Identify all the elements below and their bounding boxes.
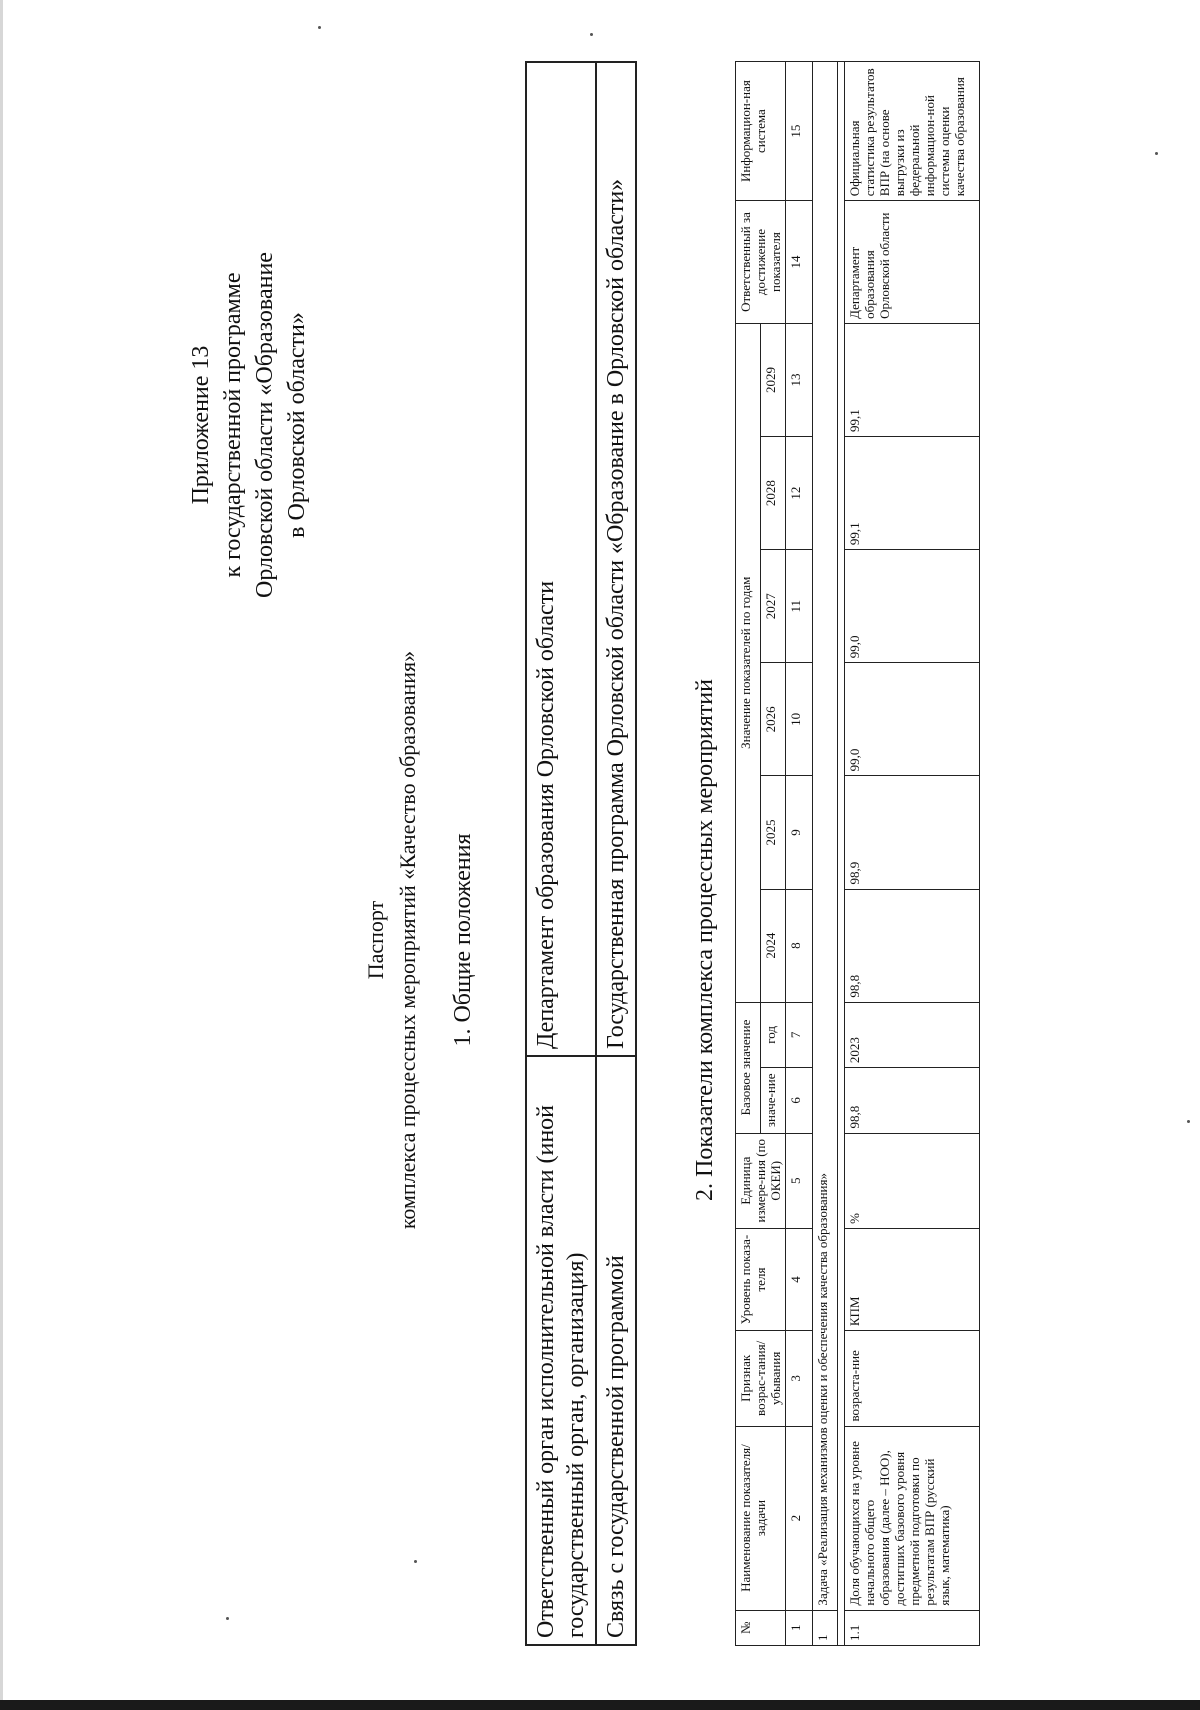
column-number: 10 [786,663,813,776]
col-year-header: 2024 [761,889,786,1002]
scan-speck [318,26,321,29]
column-number: 12 [786,437,813,550]
value-2025: 98,9 [845,776,980,889]
base-year: 2023 [845,1002,980,1067]
column-number: 6 [786,1068,813,1133]
appendix-header [185,215,313,635]
col-base-value-header: значе-ние [761,1068,786,1133]
column-number: 7 [786,1002,813,1067]
indicator-sign: возраста-ние [845,1331,980,1426]
value-2028: 99,1 [845,437,980,550]
column-number: 13 [786,323,813,436]
col-responsible-header: Ответственный за достижение показателя [736,201,786,324]
section-1-title: 1. Общие положения [450,833,476,1047]
column-number: 8 [786,889,813,1002]
title-line: Паспорт [363,900,388,980]
scan-edge [0,1700,1200,1710]
value-2027: 99,0 [845,550,980,663]
task-row [813,62,838,1646]
task-number: 1 [813,1610,838,1645]
column-number: 1 [786,1610,813,1645]
col-infosystem-header: Информацион-ная система [736,62,786,201]
information-system: Официальная статистика результатов ВПР (на основе выгрузки из федеральной информацион-ной системы оценки качества образования [845,62,980,201]
value-2026: 99,0 [845,663,980,776]
column-number: 9 [786,776,813,889]
col-num-header: № [736,1610,786,1645]
task-label: Задача «Реализация механизмов оценки и обеспечения качества образования» [813,62,838,1611]
indicator-level: КПМ [845,1228,980,1330]
row-value: Департамент образования Орловской области [526,62,596,1056]
indicator-unit: % [845,1133,980,1228]
scan-speck [1187,1120,1190,1123]
header-row [736,62,761,1646]
base-value: 98,8 [845,1068,980,1133]
column-number: 4 [786,1228,813,1330]
column-numbers-row [786,62,813,1646]
column-number: 5 [786,1133,813,1228]
column-number: 2 [786,1426,813,1610]
indicators-table [735,61,980,1646]
title-line: комплекса процессных мероприятий «Качество образования» [395,650,420,1230]
appendix-line: Приложение 13 [188,345,214,505]
table-row [845,62,980,1646]
row-value: Государственная программа Орловской области «Образование в Орловской области» [596,62,636,1056]
col-year-header: 2027 [761,550,786,663]
section-2-title: 2. Показатели комплекса процессных мероприятий [692,679,718,1202]
value-2024: 98,8 [845,889,980,1002]
col-year-header: 2025 [761,776,786,889]
col-years-header: Значение показателей по годам [736,323,761,1002]
table-row [596,62,636,1645]
general-provisions-table [525,61,637,1646]
column-number: 14 [786,201,813,324]
column-number: 3 [786,1331,813,1426]
row-label: Ответственный орган исполнительной власти (иной государственный орган, организация) [526,1056,596,1645]
appendix-line: к государственной программе [220,272,246,578]
col-level-header: Уровень показа-теля [736,1228,786,1330]
col-year-header: 2026 [761,663,786,776]
col-unit-header: Единица измере-ния (по ОКЕИ) [736,1133,786,1228]
column-number: 11 [786,550,813,663]
spacer-cell [838,62,845,1646]
col-base-year-header: год [761,1002,786,1067]
spacer-row [838,62,845,1646]
col-year-header: 2029 [761,323,786,436]
scan-speck [1155,152,1158,155]
appendix-line: в Орловской области» [284,312,310,538]
col-year-header: 2028 [761,437,786,550]
document-title [360,390,424,1490]
col-name-header: Наименование показателя/задачи [736,1426,786,1610]
column-number: 15 [786,62,813,201]
responsible-body: Департамент образования Орловской области [845,201,980,324]
scan-speck [590,33,593,36]
scan-speck [226,1617,229,1620]
scan-speck [414,1560,417,1563]
indicator-number: 1.1 [845,1610,980,1645]
col-sign-header: Признак возрас-тания/ убывания [736,1331,786,1426]
indicator-name: Доля обучающихся на уровне начального общего образования (далее – НОО), достигших базового уровня предметной подготовки по результатам ВПР (русский язык, математика) [845,1426,980,1610]
col-base-header: Базовое значение [736,1002,761,1133]
row-label: Связь с государственной программой [596,1056,636,1645]
appendix-line: Орловской области «Образование [252,252,278,598]
table-row [526,62,596,1645]
value-2029: 99,1 [845,323,980,436]
